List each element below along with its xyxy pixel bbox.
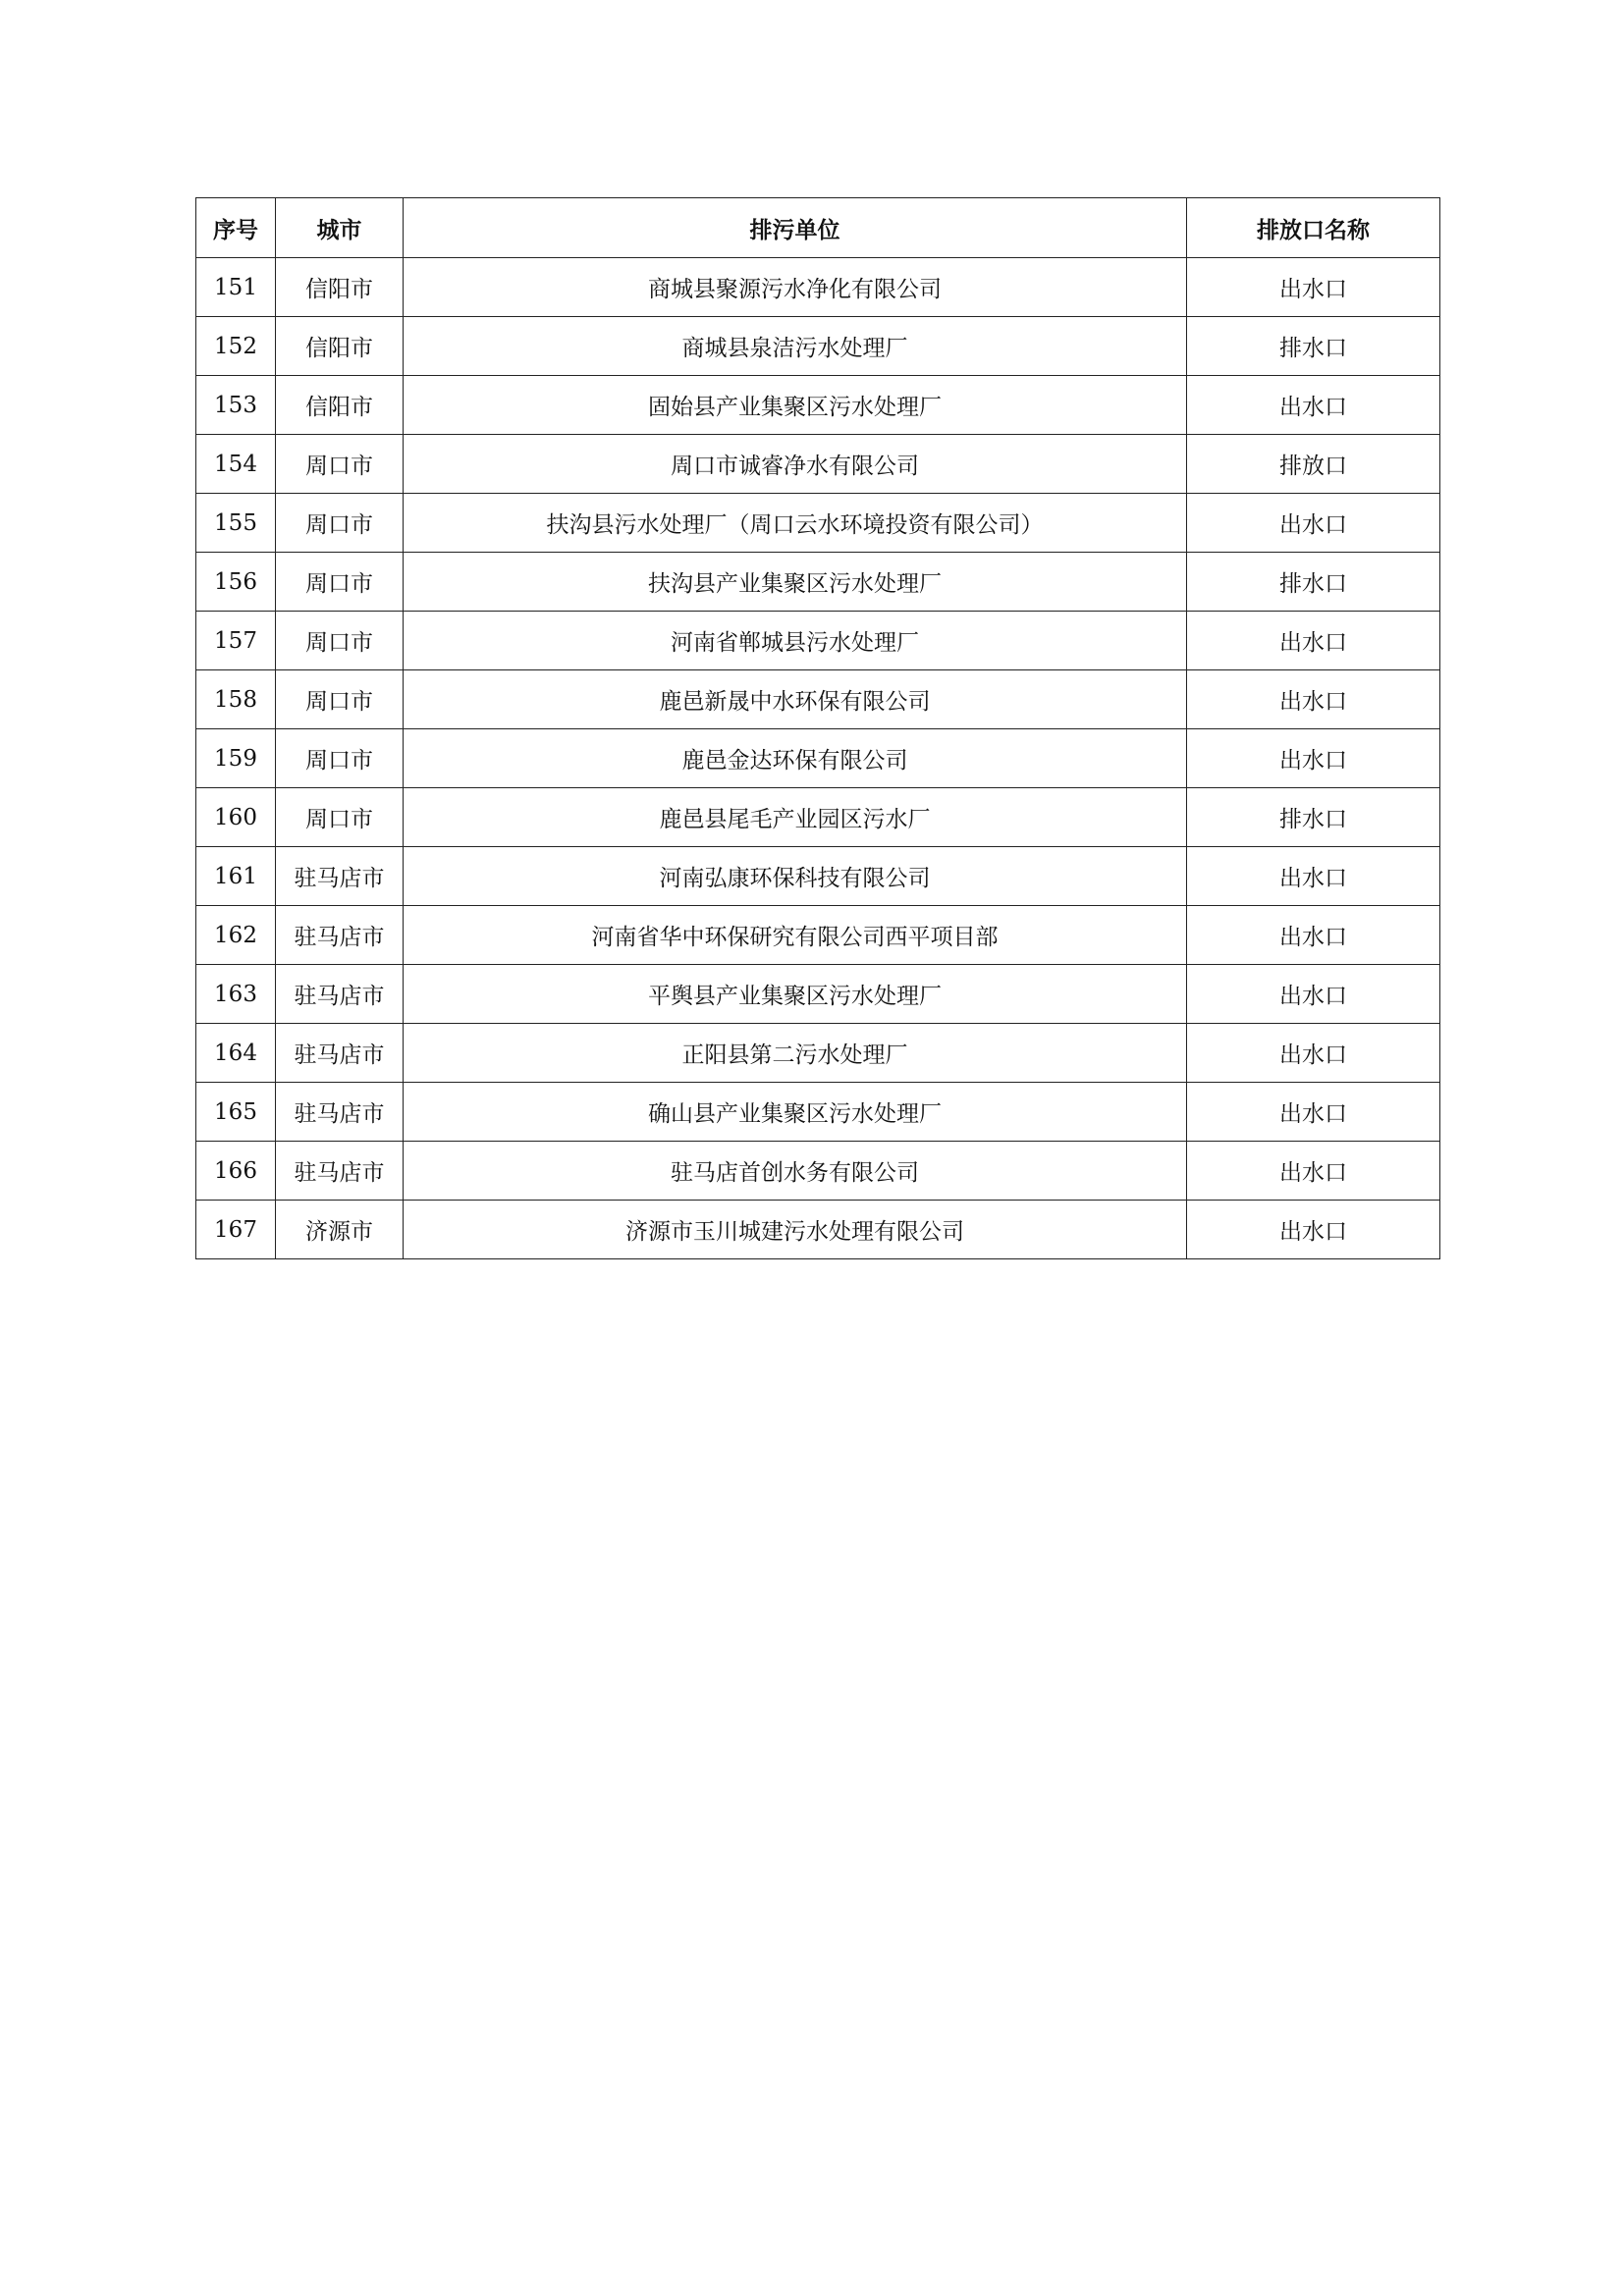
- cell-seq: 162: [196, 906, 276, 965]
- cell-outlet: 出水口: [1187, 258, 1440, 317]
- table-row: [196, 376, 1440, 435]
- cell-outlet: 出水口: [1187, 494, 1440, 553]
- table-row: [196, 788, 1440, 847]
- table-row: [196, 1201, 1440, 1259]
- cell-seq: 159: [196, 729, 276, 788]
- table-row: [196, 494, 1440, 553]
- cell-unit: 固始县产业集聚区污水处理厂: [404, 376, 1187, 435]
- cell-outlet: 出水口: [1187, 670, 1440, 729]
- cell-unit: 鹿邑县尾毛产业园区污水厂: [404, 788, 1187, 847]
- cell-city: 周口市: [276, 612, 404, 670]
- cell-city: 周口市: [276, 788, 404, 847]
- table-row: [196, 965, 1440, 1024]
- cell-unit: 扶沟县产业集聚区污水处理厂: [404, 553, 1187, 612]
- cell-city: 信阳市: [276, 317, 404, 376]
- cell-unit: 济源市玉川城建污水处理有限公司: [404, 1201, 1187, 1259]
- header-outlet: 排放口名称: [1187, 198, 1440, 258]
- cell-unit: 确山县产业集聚区污水处理厂: [404, 1083, 1187, 1142]
- cell-outlet: 出水口: [1187, 1024, 1440, 1083]
- cell-seq: 167: [196, 1201, 276, 1259]
- cell-seq: 165: [196, 1083, 276, 1142]
- table-row: [196, 258, 1440, 317]
- table-row: [196, 1142, 1440, 1201]
- cell-city: 驻马店市: [276, 965, 404, 1024]
- cell-city: 周口市: [276, 670, 404, 729]
- cell-city: 周口市: [276, 435, 404, 494]
- cell-city: 济源市: [276, 1201, 404, 1259]
- cell-seq: 164: [196, 1024, 276, 1083]
- cell-seq: 163: [196, 965, 276, 1024]
- cell-seq: 155: [196, 494, 276, 553]
- table-row: [196, 670, 1440, 729]
- cell-unit: 河南省华中环保研究有限公司西平项目部: [404, 906, 1187, 965]
- table-row: [196, 612, 1440, 670]
- cell-outlet: 出水口: [1187, 906, 1440, 965]
- cell-outlet: 排放口: [1187, 435, 1440, 494]
- cell-unit: 平舆县产业集聚区污水处理厂: [404, 965, 1187, 1024]
- cell-seq: 154: [196, 435, 276, 494]
- cell-outlet: 出水口: [1187, 612, 1440, 670]
- table-row: [196, 317, 1440, 376]
- cell-outlet: 出水口: [1187, 965, 1440, 1024]
- cell-city: 周口市: [276, 553, 404, 612]
- table-header: [196, 198, 1440, 258]
- cell-unit: 周口市诚睿净水有限公司: [404, 435, 1187, 494]
- cell-city: 周口市: [276, 494, 404, 553]
- cell-seq: 166: [196, 1142, 276, 1201]
- cell-city: 信阳市: [276, 258, 404, 317]
- cell-city: 信阳市: [276, 376, 404, 435]
- table-row: [196, 1024, 1440, 1083]
- cell-outlet: 排水口: [1187, 553, 1440, 612]
- cell-seq: 158: [196, 670, 276, 729]
- cell-seq: 161: [196, 847, 276, 906]
- cell-unit: 河南弘康环保科技有限公司: [404, 847, 1187, 906]
- cell-unit: 河南省郸城县污水处理厂: [404, 612, 1187, 670]
- cell-city: 驻马店市: [276, 1142, 404, 1201]
- header-unit: 排污单位: [404, 198, 1187, 258]
- cell-seq: 157: [196, 612, 276, 670]
- cell-outlet: 出水口: [1187, 1201, 1440, 1259]
- table-body: [196, 258, 1440, 1259]
- cell-city: 驻马店市: [276, 1024, 404, 1083]
- table-row: [196, 729, 1440, 788]
- cell-seq: 151: [196, 258, 276, 317]
- header-seq: 序号: [196, 198, 276, 258]
- cell-outlet: 排水口: [1187, 317, 1440, 376]
- table-row: [196, 906, 1440, 965]
- cell-outlet: 出水口: [1187, 376, 1440, 435]
- cell-seq: 152: [196, 317, 276, 376]
- table-row: [196, 1083, 1440, 1142]
- cell-unit: 商城县聚源污水净化有限公司: [404, 258, 1187, 317]
- table-row: [196, 553, 1440, 612]
- cell-unit: 扶沟县污水处理厂（周口云水环境投资有限公司）: [404, 494, 1187, 553]
- cell-unit: 商城县泉洁污水处理厂: [404, 317, 1187, 376]
- cell-outlet: 出水口: [1187, 729, 1440, 788]
- cell-outlet: 出水口: [1187, 1083, 1440, 1142]
- table-row: [196, 435, 1440, 494]
- cell-outlet: 出水口: [1187, 1142, 1440, 1201]
- cell-city: 驻马店市: [276, 847, 404, 906]
- cell-city: 周口市: [276, 729, 404, 788]
- cell-unit: 鹿邑金达环保有限公司: [404, 729, 1187, 788]
- header-row: [196, 198, 1440, 258]
- table-row: [196, 847, 1440, 906]
- cell-unit: 驻马店首创水务有限公司: [404, 1142, 1187, 1201]
- cell-unit: 鹿邑新晟中水环保有限公司: [404, 670, 1187, 729]
- cell-outlet: 出水口: [1187, 847, 1440, 906]
- cell-outlet: 排水口: [1187, 788, 1440, 847]
- cell-seq: 156: [196, 553, 276, 612]
- cell-city: 驻马店市: [276, 1083, 404, 1142]
- cell-unit: 正阳县第二污水处理厂: [404, 1024, 1187, 1083]
- cell-seq: 160: [196, 788, 276, 847]
- cell-seq: 153: [196, 376, 276, 435]
- header-city: 城市: [276, 198, 404, 258]
- cell-city: 驻马店市: [276, 906, 404, 965]
- outlet-table: [195, 197, 1440, 1259]
